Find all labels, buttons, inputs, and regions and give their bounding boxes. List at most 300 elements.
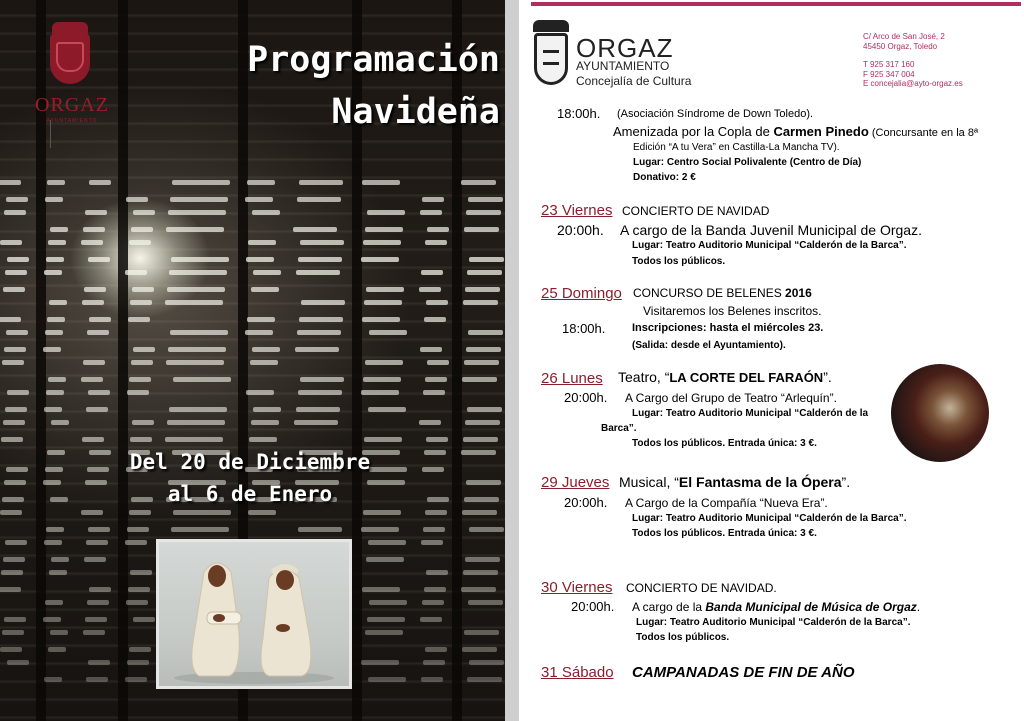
light-slat bbox=[245, 197, 273, 202]
light-slat bbox=[299, 317, 343, 322]
light-slat bbox=[167, 287, 225, 292]
light-slat bbox=[49, 300, 67, 305]
event-date: 25 Domingo bbox=[541, 285, 622, 302]
light-slat bbox=[249, 437, 277, 442]
event-lugar: Lugar: Teatro Auditorio Municipal “Calderón de la bbox=[632, 408, 869, 419]
light-slat bbox=[365, 630, 403, 635]
light-slat bbox=[464, 227, 499, 232]
crown-icon bbox=[533, 20, 569, 32]
light-slat bbox=[128, 317, 150, 322]
event-desc: A Cargo de la Compañía “Nueva Era”. bbox=[625, 496, 828, 510]
light-slat bbox=[168, 347, 226, 352]
event-title-text: ”. bbox=[841, 474, 851, 490]
light-slat bbox=[467, 270, 502, 275]
light-slat bbox=[297, 197, 341, 202]
light-slat bbox=[83, 630, 105, 635]
light-slat bbox=[127, 660, 149, 665]
light-slat bbox=[361, 390, 399, 395]
light-slat bbox=[463, 300, 498, 305]
poster-title-line: Programación bbox=[247, 40, 500, 80]
light-slat bbox=[85, 617, 107, 622]
light-slat bbox=[300, 240, 344, 245]
contact-fax: F 925 347 004 bbox=[863, 69, 915, 79]
light-slat bbox=[51, 557, 69, 562]
light-slat bbox=[420, 347, 442, 352]
light-slat bbox=[171, 527, 229, 532]
light-slat bbox=[363, 240, 401, 245]
event-time: 20:00h. bbox=[564, 390, 608, 405]
contact-address: C/ Arco de San José, 2 bbox=[863, 32, 945, 41]
event-desc bbox=[632, 600, 920, 614]
event-time: 20:00h. bbox=[571, 599, 615, 614]
light-slat bbox=[125, 270, 147, 275]
light-slat bbox=[89, 587, 111, 592]
light-slat bbox=[467, 677, 502, 682]
light-slat bbox=[82, 300, 104, 305]
light-slat bbox=[46, 527, 64, 532]
accent-bar bbox=[531, 2, 1021, 6]
light-slat bbox=[468, 600, 503, 605]
org-name: ORGAZ bbox=[576, 33, 674, 63]
light-slat bbox=[5, 407, 27, 412]
light-slat bbox=[465, 557, 500, 562]
event-date: 31 Sábado bbox=[541, 664, 614, 681]
light-slat bbox=[466, 347, 501, 352]
light-slat bbox=[131, 360, 153, 365]
light-slat bbox=[427, 227, 449, 232]
light-slat bbox=[166, 360, 224, 365]
light-slat bbox=[427, 360, 449, 365]
event-time: 20:00h. bbox=[557, 222, 604, 238]
light-slat bbox=[125, 677, 147, 682]
light-slat bbox=[165, 300, 223, 305]
event-time: 20:00h. bbox=[564, 495, 608, 510]
light-slat bbox=[88, 660, 110, 665]
light-slat bbox=[423, 390, 445, 395]
light-slat bbox=[421, 677, 443, 682]
light-slat bbox=[169, 270, 227, 275]
light-slat bbox=[425, 240, 447, 245]
light-slat bbox=[129, 240, 151, 245]
event-title-text: Teatro, “ bbox=[618, 369, 670, 385]
light-slat bbox=[44, 540, 62, 545]
light-slat bbox=[129, 377, 151, 382]
event-date: 29 Jueves bbox=[541, 474, 610, 491]
light-slat bbox=[361, 660, 399, 665]
light-slat bbox=[130, 300, 152, 305]
event-title bbox=[618, 369, 832, 385]
header-logo bbox=[531, 20, 571, 88]
event-title: CONCIERTO DE NAVIDAD bbox=[622, 204, 770, 218]
org-dept: Concejalía de Cultura bbox=[576, 74, 692, 88]
light-slat bbox=[89, 180, 111, 185]
light-slat bbox=[296, 407, 340, 412]
light-slat bbox=[7, 660, 29, 665]
page-gap bbox=[505, 0, 519, 721]
light-slat bbox=[419, 420, 441, 425]
event-title bbox=[619, 474, 850, 490]
event-title-text: ”. bbox=[823, 369, 832, 385]
light-slat bbox=[2, 497, 24, 502]
light-slat bbox=[88, 257, 110, 262]
light-slat bbox=[173, 377, 231, 382]
light-slat bbox=[126, 197, 148, 202]
light-slat bbox=[48, 377, 66, 382]
light-slat bbox=[86, 407, 108, 412]
light-slat bbox=[44, 677, 62, 682]
poster-dates-line: Del 20 de Diciembre bbox=[129, 450, 371, 474]
light-slat bbox=[88, 390, 110, 395]
light-slat bbox=[463, 570, 498, 575]
light-slat bbox=[464, 630, 499, 635]
program-page bbox=[519, 0, 1024, 721]
light-slat bbox=[6, 330, 28, 335]
light-slat bbox=[87, 600, 109, 605]
contact-phone: T 925 317 160 bbox=[863, 60, 915, 69]
light-slat bbox=[247, 317, 275, 322]
light-slat bbox=[368, 540, 406, 545]
light-slat bbox=[295, 347, 339, 352]
light-slat bbox=[45, 197, 63, 202]
light-slat bbox=[362, 180, 400, 185]
light-slat bbox=[248, 240, 276, 245]
event-donativo: Donativo: 2 € bbox=[633, 172, 696, 183]
poster-title-line: Navideña bbox=[331, 92, 500, 132]
light-slat bbox=[461, 180, 496, 185]
light-slat bbox=[364, 300, 402, 305]
light-slat bbox=[300, 377, 344, 382]
light-slat bbox=[366, 557, 404, 562]
light-slat bbox=[6, 467, 28, 472]
light-slat bbox=[462, 510, 497, 515]
light-slat bbox=[5, 540, 27, 545]
light-slat bbox=[87, 330, 109, 335]
poster-title bbox=[140, 34, 500, 138]
light-slat bbox=[420, 617, 442, 622]
light-slat bbox=[0, 587, 21, 592]
event-performer: Carmen Pinedo bbox=[773, 124, 869, 139]
event-publico: Todos los públicos. bbox=[632, 256, 726, 267]
light-slat bbox=[51, 420, 69, 425]
light-slat bbox=[81, 240, 103, 245]
light-slat bbox=[46, 390, 64, 395]
event-desc: A cargo de la Banda Juvenil Municipal de Orgaz. bbox=[620, 222, 922, 238]
light-slat bbox=[129, 647, 151, 652]
light-slat bbox=[130, 437, 152, 442]
light-slat bbox=[131, 227, 153, 232]
light-slat bbox=[170, 330, 228, 335]
event-desc-text: Amenizada por la Copla de bbox=[613, 124, 774, 139]
light-slat bbox=[84, 557, 106, 562]
light-slat bbox=[44, 407, 62, 412]
light-slat bbox=[362, 587, 400, 592]
light-slat bbox=[469, 527, 504, 532]
light-slat bbox=[6, 197, 28, 202]
light-slat bbox=[301, 300, 345, 305]
light-slat bbox=[423, 527, 445, 532]
light-slat bbox=[2, 630, 24, 635]
light-slat bbox=[468, 197, 503, 202]
light-slat bbox=[82, 437, 104, 442]
event-title bbox=[633, 286, 812, 300]
light-slat bbox=[49, 570, 67, 575]
light-slat bbox=[361, 257, 399, 262]
light-slat bbox=[252, 210, 280, 215]
light-slat bbox=[0, 240, 22, 245]
light-slat bbox=[133, 210, 155, 215]
light-slat bbox=[465, 287, 500, 292]
event-publico: Todos los públicos. Entrada única: 3 €. bbox=[632, 528, 817, 539]
light-slat bbox=[367, 210, 405, 215]
light-slat bbox=[367, 617, 405, 622]
light-slat bbox=[47, 180, 65, 185]
light-slat bbox=[173, 510, 231, 515]
light-slat bbox=[465, 420, 500, 425]
event-title: CONCIERTO DE NAVIDAD. bbox=[626, 581, 777, 595]
event-lugar: Lugar: Teatro Auditorio Municipal “Calderón de la Barca”. bbox=[632, 513, 907, 524]
light-slat bbox=[172, 180, 230, 185]
light-slat bbox=[253, 407, 281, 412]
light-slat bbox=[363, 510, 401, 515]
light-slat bbox=[368, 677, 406, 682]
event-title: CAMPANADAS DE FIN DE AÑO bbox=[632, 664, 855, 681]
light-slat bbox=[245, 330, 273, 335]
light-slat bbox=[421, 540, 443, 545]
light-slat bbox=[426, 570, 448, 575]
light-slat bbox=[128, 587, 150, 592]
event-desc: A Cargo del Grupo de Teatro “Arlequín”. bbox=[625, 391, 837, 405]
event-desc-text: A cargo de la bbox=[632, 600, 706, 614]
light-slat bbox=[89, 317, 111, 322]
light-slat bbox=[4, 347, 26, 352]
light-slat bbox=[7, 390, 29, 395]
shield-icon bbox=[50, 34, 90, 84]
event-photo bbox=[891, 364, 989, 462]
event-publico: Todos los públicos. Entrada única: 3 €. bbox=[632, 438, 817, 449]
poster-dates-line: al 6 de Enero bbox=[167, 482, 333, 506]
light-slat bbox=[369, 600, 407, 605]
light-slat bbox=[426, 300, 448, 305]
event-desc: Edición “A tu Vera” en Castilla-La Mancha TV). bbox=[633, 142, 840, 153]
poster-logo bbox=[30, 20, 114, 132]
event-title-text: CONCURSO DE BELENES bbox=[633, 286, 786, 300]
light-slat bbox=[0, 180, 21, 185]
light-slat bbox=[419, 287, 441, 292]
light-slat bbox=[43, 617, 61, 622]
light-slat bbox=[3, 557, 25, 562]
event-time: 18:00h. bbox=[562, 321, 606, 336]
light-slat bbox=[469, 660, 504, 665]
light-slat bbox=[424, 317, 446, 322]
poster-dates bbox=[60, 446, 440, 510]
light-slat bbox=[424, 587, 446, 592]
light-slat bbox=[362, 317, 400, 322]
light-slat bbox=[81, 510, 103, 515]
event-publico: Todos los públicos. bbox=[636, 632, 730, 643]
event-lugar: Lugar: Teatro Auditorio Municipal “Calderón de la Barca”. bbox=[636, 617, 911, 628]
light-slat bbox=[88, 527, 110, 532]
light-slat bbox=[364, 437, 402, 442]
light-slat bbox=[2, 360, 24, 365]
light-slat bbox=[466, 210, 501, 215]
light-slat bbox=[3, 287, 25, 292]
light-slat bbox=[366, 287, 404, 292]
event-desc: Visitaremos los Belenes inscritos. bbox=[643, 304, 822, 318]
light-slat bbox=[83, 360, 105, 365]
light-slat bbox=[425, 377, 447, 382]
event-desc bbox=[613, 124, 978, 139]
light-slat bbox=[425, 510, 447, 515]
light-slat bbox=[47, 317, 65, 322]
crown-icon bbox=[52, 22, 88, 34]
light-slat bbox=[130, 570, 152, 575]
light-slat bbox=[426, 437, 448, 442]
contact-block bbox=[863, 32, 1023, 89]
light-slat bbox=[43, 347, 61, 352]
light-slat bbox=[166, 227, 224, 232]
shield-icon bbox=[534, 33, 568, 85]
event-performer: Banda Municipal de Música de Orgaz bbox=[705, 600, 917, 614]
event-org: (Asociación Síndrome de Down Toledo). bbox=[617, 108, 814, 120]
light-slat bbox=[462, 377, 497, 382]
light-slat bbox=[81, 377, 103, 382]
light-slat bbox=[43, 480, 61, 485]
event-salida: (Salida: desde el Ayuntamiento). bbox=[632, 340, 786, 351]
event-year: 2016 bbox=[785, 286, 812, 300]
light-slat bbox=[299, 180, 343, 185]
light-slat bbox=[365, 227, 403, 232]
event-lugar: Barca”. bbox=[601, 423, 637, 434]
light-slat bbox=[4, 210, 26, 215]
light-slat bbox=[133, 617, 155, 622]
light-slat bbox=[253, 270, 281, 275]
light-slat bbox=[468, 330, 503, 335]
light-slat bbox=[463, 437, 498, 442]
light-slat bbox=[296, 270, 340, 275]
light-slat bbox=[50, 227, 68, 232]
light-slat bbox=[168, 210, 226, 215]
light-slat bbox=[252, 347, 280, 352]
light-slat bbox=[125, 540, 147, 545]
light-slat bbox=[85, 210, 107, 215]
light-slat bbox=[298, 527, 342, 532]
event-lugar: Lugar: Teatro Auditorio Municipal “Calderón de la Barca”. bbox=[632, 240, 907, 251]
light-slat bbox=[133, 347, 155, 352]
light-slat bbox=[48, 240, 66, 245]
event-title-strong: El Fantasma de la Ópera bbox=[678, 474, 842, 490]
light-slat bbox=[250, 360, 278, 365]
event-time: 18:00h. bbox=[557, 106, 601, 121]
light-slat bbox=[464, 360, 499, 365]
light-slat bbox=[361, 527, 399, 532]
light-slat bbox=[294, 420, 338, 425]
org-sub: AYUNTAMIENTO bbox=[576, 59, 670, 73]
light-slat bbox=[248, 510, 276, 515]
event-title-text: Musical, “ bbox=[619, 474, 679, 490]
light-slat bbox=[0, 647, 22, 652]
light-slat bbox=[45, 330, 63, 335]
light-slat bbox=[4, 480, 26, 485]
light-slat bbox=[298, 390, 342, 395]
light-slat bbox=[363, 377, 401, 382]
event-desc-text: (Concursante en la 8ª bbox=[868, 127, 979, 139]
light-slat bbox=[44, 270, 62, 275]
poster bbox=[0, 0, 505, 721]
contact-address: 45450 Orgaz, Toledo bbox=[863, 41, 938, 51]
poster-logo-sub: AYUNTAMIENTO bbox=[46, 118, 98, 124]
light-slat bbox=[165, 437, 223, 442]
nativity-photo bbox=[156, 539, 352, 689]
light-slat bbox=[132, 420, 154, 425]
light-slat bbox=[421, 270, 443, 275]
light-slat bbox=[251, 420, 279, 425]
light-slat bbox=[132, 287, 154, 292]
event-desc-text: . bbox=[916, 600, 921, 614]
light-slat bbox=[127, 390, 149, 395]
light-slat bbox=[461, 450, 496, 455]
event-date: 26 Lunes bbox=[541, 370, 603, 387]
light-slat bbox=[461, 587, 496, 592]
light-slat bbox=[425, 647, 447, 652]
light-slat bbox=[86, 540, 108, 545]
light-slat bbox=[46, 257, 64, 262]
light-slat bbox=[5, 270, 27, 275]
light-slat bbox=[293, 227, 337, 232]
light-slat bbox=[246, 257, 274, 262]
light-slat bbox=[466, 480, 501, 485]
light-slat bbox=[83, 227, 105, 232]
light-slat bbox=[467, 407, 502, 412]
light-slat bbox=[167, 420, 225, 425]
light-slat bbox=[127, 527, 149, 532]
light-slat bbox=[1, 570, 23, 575]
light-slat bbox=[0, 510, 22, 515]
light-slat bbox=[462, 647, 497, 652]
light-slat bbox=[422, 197, 444, 202]
light-slat bbox=[246, 390, 274, 395]
light-slat bbox=[369, 330, 407, 335]
light-slat bbox=[420, 210, 442, 215]
light-slat bbox=[422, 600, 444, 605]
light-slat bbox=[48, 647, 66, 652]
light-slat bbox=[3, 420, 25, 425]
light-slat bbox=[50, 630, 68, 635]
light-slat bbox=[126, 600, 148, 605]
event-lugar: Lugar: Centro Social Polivalente (Centro de Día) bbox=[633, 157, 862, 168]
light-slat bbox=[469, 257, 504, 262]
light-slat bbox=[365, 360, 403, 365]
light-slat bbox=[4, 617, 26, 622]
light-slat bbox=[7, 257, 29, 262]
light-slat bbox=[1, 437, 23, 442]
light-slat bbox=[84, 287, 106, 292]
light-slat bbox=[368, 407, 406, 412]
light-slat bbox=[45, 600, 63, 605]
event-inscripciones: Inscripciones: hasta el miércoles 23. bbox=[632, 322, 824, 334]
light-slat bbox=[0, 317, 21, 322]
light-slat bbox=[171, 257, 229, 262]
event-date: 30 Viernes bbox=[541, 579, 613, 596]
light-slat bbox=[464, 497, 499, 502]
light-slat bbox=[86, 677, 108, 682]
light-slat bbox=[169, 407, 227, 412]
nativity-figures-icon bbox=[159, 542, 349, 686]
light-slat bbox=[298, 257, 342, 262]
light-slat bbox=[423, 660, 445, 665]
poster-logo-word: ORGAZ bbox=[35, 94, 109, 116]
light-slat bbox=[251, 287, 279, 292]
contact-email[interactable]: E concejalia@ayto-orgaz.es bbox=[863, 79, 963, 88]
